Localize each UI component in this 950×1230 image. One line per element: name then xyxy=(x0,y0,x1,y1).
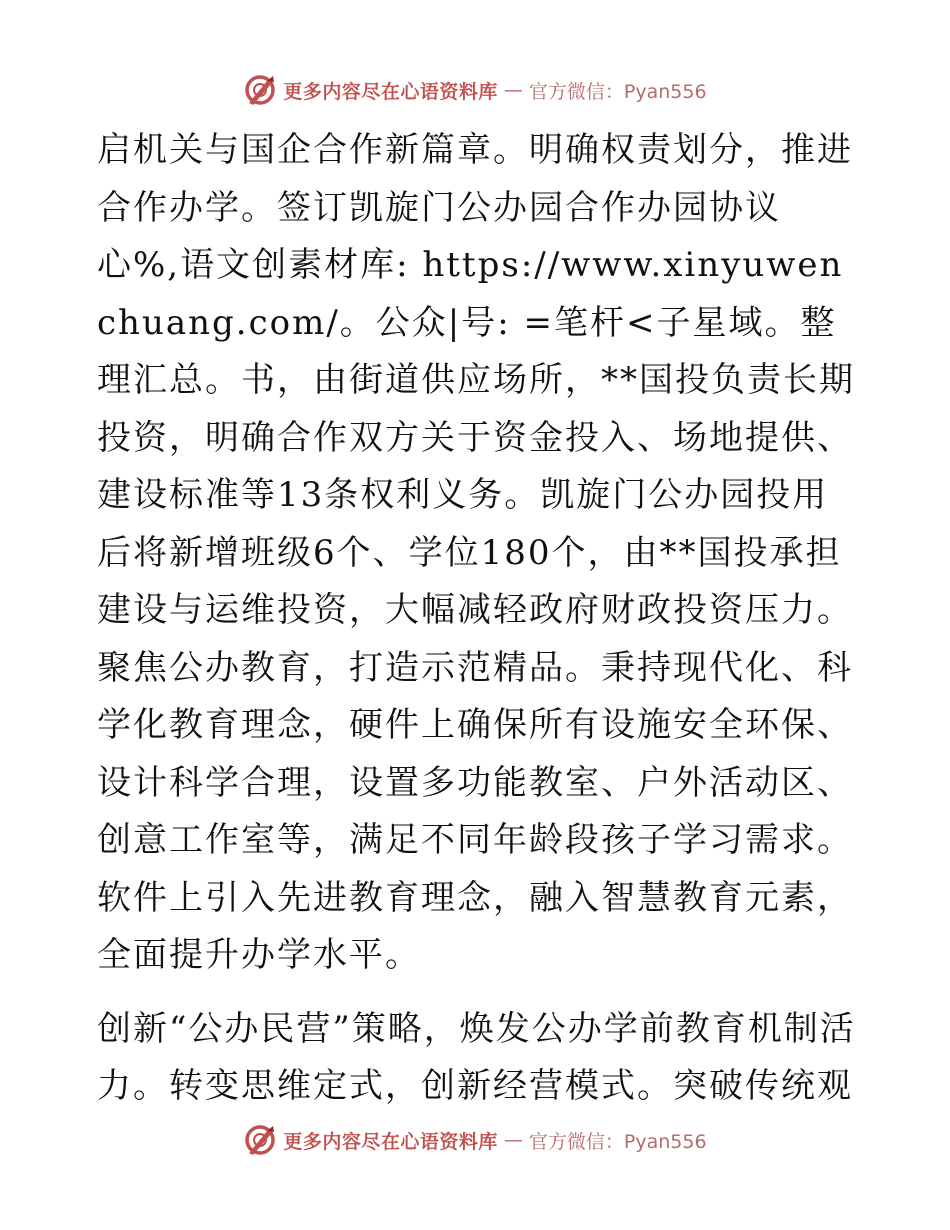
footer-banner xyxy=(0,1120,950,1160)
banner-site-name: 更多内容尽在心语资料库 xyxy=(283,80,498,103)
pen-circle-icon xyxy=(243,73,277,107)
banner-wechat: 官方微信：Pyan556 xyxy=(528,1130,707,1153)
banner-dash: — xyxy=(503,79,523,101)
banner-wechat: 官方微信：Pyan556 xyxy=(528,80,707,103)
pen-circle-icon xyxy=(243,1123,277,1157)
banner-site-name: 更多内容尽在心语资料库 xyxy=(283,1130,498,1153)
paragraph-1: 启机关与国企合作新篇章。明确权责划分，推进合作办学。签订凯旋门公办园合作办园协议心%,语文创素材库: https://www.xinyuwenchuang.com/。公众|号: =笔杆<子星域。整理汇总。书，由街道供应场所，**国投负责长期投资，明确合作双方关于资金投入、场地提供、建设标准等13条权利义务。凯旋门公办园投用后将新增班级6个、学位180个，由**国投承担建设与运维投资，大幅减轻政府财政投资压力。聚焦公办教育，打造示范精品。秉持现代化、科学化教育理念，硬件上确保所有设施安全环保、设计科学合理，设置多功能教室、户外活动区、创意工作室等，满足不同年龄段孩子学习需求。软件上引入先进教育理念，融入智慧教育元素，全面提升办学水平。 xyxy=(97,130,855,975)
paragraph-2: 创新“公办民营”策略，焕发公办学前教育机制活力。转变思维定式，创新经营模式。突破传统观 xyxy=(97,1008,856,1106)
banner-dash: — xyxy=(503,1129,523,1151)
header-banner xyxy=(0,70,950,110)
document-body xyxy=(97,122,857,1116)
